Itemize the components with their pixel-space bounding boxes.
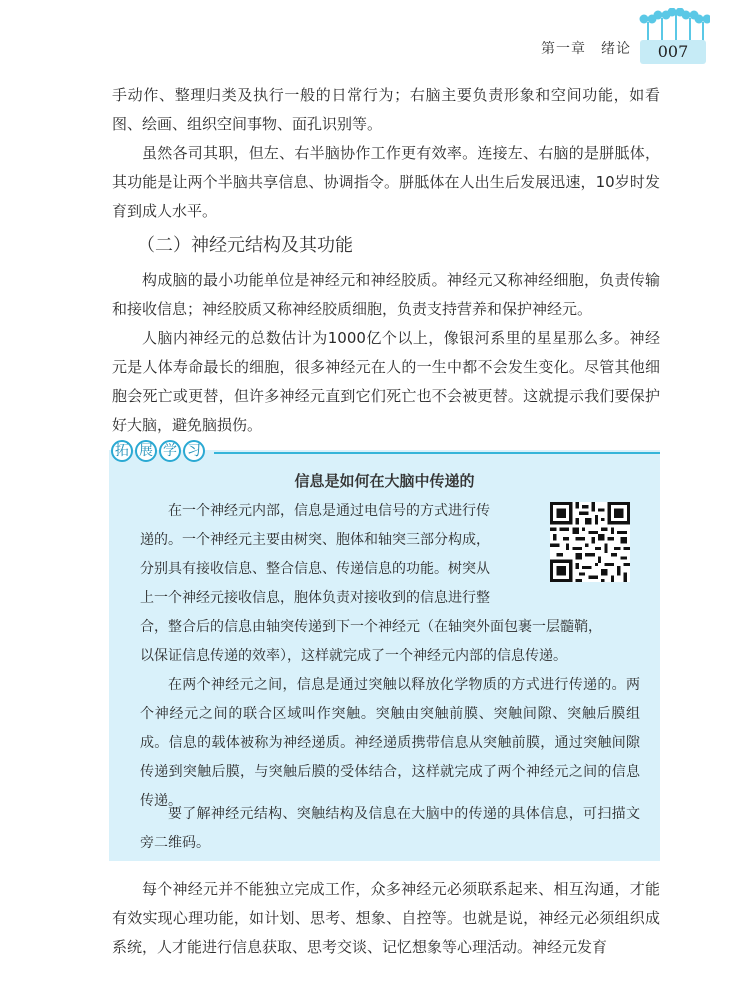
page-number-badge xyxy=(640,40,706,64)
badge-char: 拓 xyxy=(111,440,133,462)
page-number: 007 xyxy=(657,42,689,61)
sprout-decoration-icon xyxy=(638,8,710,42)
box-line: 递的。一个神经元主要由树突、胞体和轴突三部分构成， xyxy=(140,532,490,548)
box-paragraph-qr-hint: 要了解神经元结构、突触结构及信息在大脑中的传递的具体信息，可扫描文旁二维码。 xyxy=(140,806,640,851)
chapter-heading: 第一章 绪论 xyxy=(541,41,631,57)
box-line: 分别具有接收信息、整合信息、传递信息的功能。树突从 xyxy=(140,561,490,577)
box-title: 信息是如何在大脑中传递的 xyxy=(294,472,475,490)
badge-char: 学 xyxy=(159,440,181,462)
box-line: 在一个神经元内部，信息是通过电信号的方式进行传 xyxy=(168,503,490,519)
box-line: 以保证信息传递的效率），这样就完成了一个神经元内部的信息传递。 xyxy=(140,648,567,664)
box-line: 合，整合后的信息由轴突传递到下一个神经元（在轴突外面包裹一层髓鞘， xyxy=(140,619,602,635)
box-paragraph-synapse: 在两个神经元之间，信息是通过突触以释放化学物质的方式进行传递的。两个神经元之间的联合区域叫作突触。突触由突触前膜、突触间隙、突触后膜组成。信息的载体被称为神经递质。神经递质携带信息从突触前膜，通过突触间隙传递到突触后膜，与突触后膜的受体结合，这样就完成了两个神经元之间的信息传递。 xyxy=(140,677,640,809)
box-line: 上一个神经元接收信息，胞体负责对接收到的信息进行整 xyxy=(140,590,490,606)
extension-learning-badges xyxy=(111,440,205,462)
paragraph-neuron-definition: 构成脑的最小功能单位是神经元和神经胶质。神经元又称神经细胞，负责传输和接收信息；神经胶质又称神经胶质细胞，负责支持营养和保护神经元。 xyxy=(112,271,660,318)
paragraph-neuron-count: 人脑内神经元的总数估计为1000亿个以上，像银河系里的星星那么多。神经元是人体寿命最长的细胞，很多神经元在人的一生中都不会发生变化。尽管其他细胞会死亡或更替，但许多神经元直到它们死亡也不会被更替。这就提示我们要保护好大脑，避免脑损伤。 xyxy=(112,329,660,434)
section-title: （二）神经元结构及其功能 xyxy=(137,235,353,256)
badge-char: 习 xyxy=(183,440,205,462)
paragraph-neuron-system: 每个神经元并不能独立完成工作，众多神经元必须联系起来、相互沟通，才能有效实现心理功能，如计划、思考、想象、自控等。也就是说，神经元必须组织成系统，人才能进行信息获取、思考交谈、记忆想象等心理活动。神经元发育 xyxy=(112,880,660,956)
badge-char: 展 xyxy=(135,440,157,462)
qr-code-icon[interactable] xyxy=(550,502,630,582)
box-top-rule xyxy=(214,452,660,454)
paragraph-brain-functions: 手动作、整理归类及执行一般的日常行为；右脑主要负责形象和空间功能，如看图、绘画、组织空间事物、面孔识别等。 xyxy=(112,86,660,133)
paragraph-corpus-callosum: 虽然各司其职，但左、右半脑协作工作更有效率。连接左、右脑的是胼胝体，其功能是让两个半脑共享信息、协调指令。胼胝体在人出生后发展迅速，10岁时发育到成人水平。 xyxy=(112,144,660,220)
